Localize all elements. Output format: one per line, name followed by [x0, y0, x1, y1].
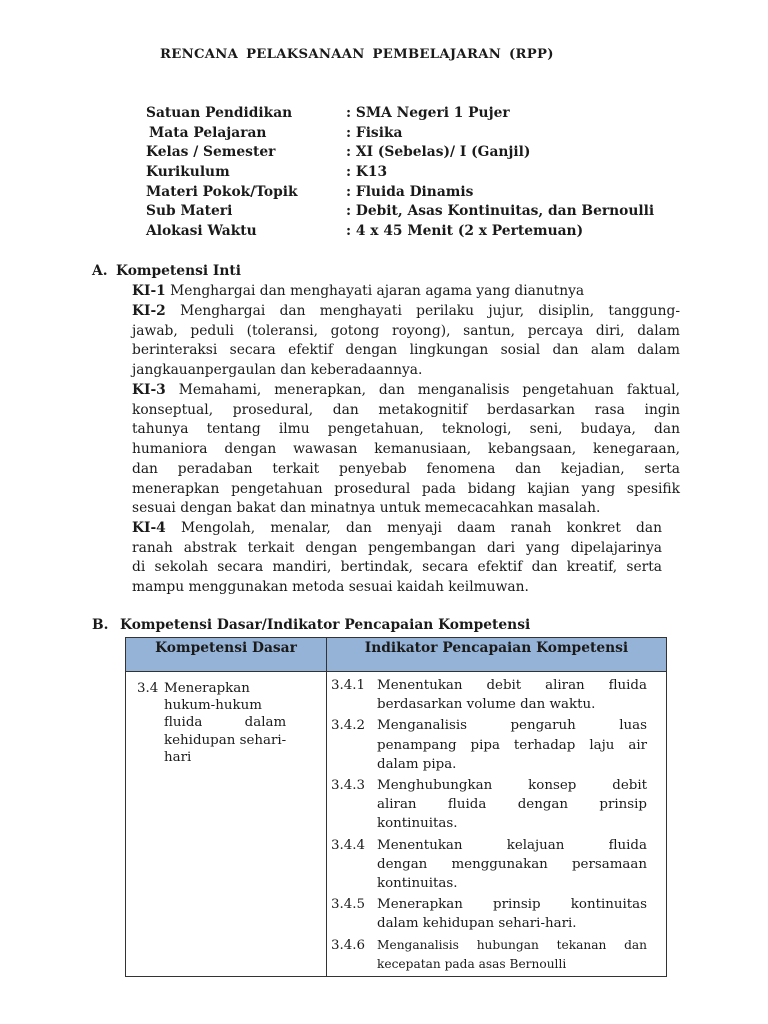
ipk-number: 3.4.2	[331, 718, 366, 734]
ki-text: Menghargai dan menghayati ajaran agama yang dianutnya	[165, 283, 585, 299]
ipk-number: 3.4.5	[331, 897, 366, 913]
ki-line: ranah abstrak terkait dengan pengembangan dari yang dipelajarinya	[132, 539, 662, 556]
ki-line	[132, 282, 680, 302]
ki-line	[132, 519, 662, 539]
ipk-line: Menganalisis pengaruh luas	[377, 718, 647, 734]
ipk-line: Menentukan kelajuan fluida	[377, 837, 647, 853]
ipk-text	[377, 936, 647, 974]
ki-line	[132, 381, 680, 401]
identity-value: : Debit, Asas Kontinuitas, dan Bernoulli	[346, 203, 655, 220]
ipk-item	[331, 895, 647, 933]
ki-code: KI-4	[132, 520, 166, 536]
ki-line: berinteraksi secara efektif dengan lingkungan sosial dan alam dalam	[132, 342, 680, 359]
section-marker: A.	[92, 263, 108, 279]
ipk-text	[377, 895, 647, 933]
kd-line: Menerapkan	[164, 681, 250, 696]
ki-line	[132, 302, 680, 322]
identity-label: Mata Pelajaran	[149, 124, 267, 141]
identity-value: : K13	[346, 164, 388, 181]
table-header-row	[126, 638, 667, 672]
ki-line: di sekolah secara mandiri, bertindak, secara efektif dan kreatif, serta	[132, 559, 662, 576]
ipk-text	[377, 836, 647, 894]
section-title: Kompetensi Dasar/Indikator Pencapaian Kompetensi	[120, 617, 531, 633]
ipk-text	[377, 776, 647, 834]
kd-line: fluida dalam	[164, 715, 287, 731]
kd-line: hukum-hukum	[164, 698, 262, 714]
ipk-item	[331, 836, 647, 894]
table-header-kd: Kompetensi Dasar	[126, 638, 327, 672]
ipk-item	[331, 716, 647, 774]
ki-line: humaniora dengan wawasan kemanusiaan, kebangsaan, kenegaraan,	[132, 441, 680, 458]
ki-line: konseptual, prosedural, dan metakognitif berdasarkan rasa ingin	[132, 401, 680, 418]
ipk-line: aliran fluida dengan prinsip	[377, 797, 647, 813]
ipk-line: dalam pipa.	[377, 756, 457, 772]
kd-number: 3.4	[137, 681, 159, 696]
kd-cell	[126, 672, 327, 977]
ipk-number: 3.4.3	[331, 778, 366, 794]
ki-code: KI-1	[132, 283, 166, 299]
identity-label: Satuan Pendidikan	[146, 105, 293, 121]
document-title: RENCANA PELAKSANAAN PEMBELAJARAN (RPP)	[160, 47, 554, 62]
ipk-line: penampang pipa terhadap laju air	[377, 737, 647, 753]
ki-line: tahunya tentang ilmu pengetahuan, teknologi, seni, budaya, dan	[132, 421, 680, 438]
ki-line: jangkauanpergaulan dan keberadaannya.	[132, 362, 423, 379]
ipk-line: Menentukan debit aliran fluida	[377, 678, 647, 693]
ipk-item	[331, 936, 647, 974]
ipk-text	[377, 676, 647, 714]
ipk-line: Menghubungkan konsep debit	[377, 778, 647, 794]
ipk-line: kontinuitas.	[377, 816, 458, 832]
section-b-heading	[92, 617, 530, 633]
ipk-item	[331, 776, 647, 834]
ipk-number: 3.4.4	[331, 837, 366, 853]
ki-code: KI-3	[132, 382, 166, 398]
identity-value: : 4 x 45 Menit (2 x Pertemuan)	[346, 223, 584, 240]
ki-line: sesuai dengan bakat dan minatnya untuk memecacahkan masalah.	[132, 500, 601, 517]
kd-text	[164, 680, 286, 766]
ki-4-block	[132, 519, 662, 598]
ki-text: Mengolah, menalar, dan menyaji daam ranah konkret dan	[165, 520, 662, 536]
ipk-line: Menerapkan prinsip kontinuitas	[377, 897, 647, 913]
ipk-line: dengan menggunakan persamaan	[377, 856, 647, 872]
identity-value: : Fluida Dinamis	[346, 183, 474, 200]
ki-line: dan peradaban terkait penyebab fenomena dan kejadian, serta	[132, 460, 680, 477]
identity-label: Materi Pokok/Topik	[146, 183, 298, 200]
identity-value: : Fisika	[346, 124, 403, 141]
kd-item	[137, 680, 320, 766]
identity-value: : XI (Sebelas)/ I (Ganjil)	[346, 144, 531, 161]
ki-2-block	[132, 302, 680, 381]
ipk-line: berdasarkan volume dan waktu.	[377, 697, 596, 713]
ki-text: Memahami, menerapkan, dan menganalisis pengetahuan faktual,	[165, 382, 680, 398]
section-title: Kompetensi Inti	[116, 263, 242, 279]
ki-code: KI-2	[132, 303, 166, 319]
ki-text: Menghargai dan menghayati perilaku jujur, disiplin, tanggung-	[165, 303, 680, 319]
ipk-line: kontinuitas.	[377, 876, 458, 892]
kd-line: hari	[164, 749, 192, 765]
identity-value: : SMA Negeri 1 Pujer	[346, 105, 510, 121]
identity-label: Kurikulum	[146, 164, 230, 181]
ki-line: mampu menggunakan metoda sesuai kaidah keilmuwan.	[132, 579, 529, 596]
ipk-number: 3.4.6	[331, 937, 366, 953]
ki-line: jawab, peduli (toleransi, gotong royong), santun, percaya diri, dalam	[132, 322, 680, 339]
identity-label: Kelas / Semester	[146, 144, 276, 161]
table-header-ipk: Indikator Pencapaian Kompetensi	[327, 638, 667, 672]
section-marker: B.	[92, 617, 109, 633]
identity-label: Sub Materi	[146, 203, 233, 220]
ipk-line: Menganalisis hubungan tekanan dan	[377, 937, 647, 952]
identity-label: Alokasi Waktu	[146, 223, 257, 240]
ki-line: menerapkan pengetahuan prosedural pada bidang kajian yang spesifik	[132, 480, 680, 497]
section-a-heading	[92, 263, 241, 279]
ipk-line: dalam kehidupan sehari-hari.	[377, 916, 577, 932]
ipk-line: kecepatan pada asas Bernoulli	[377, 956, 567, 971]
kd-line: kehidupan sehari-	[164, 732, 287, 748]
ipk-item	[331, 676, 647, 714]
ki-1-block	[132, 282, 680, 302]
kd-ipk-table	[125, 637, 667, 977]
table-row	[126, 672, 667, 977]
ipk-text	[377, 716, 647, 774]
ipk-number: 3.4.1	[331, 678, 366, 693]
ki-3-block	[132, 381, 680, 519]
ipk-cell	[327, 672, 667, 977]
